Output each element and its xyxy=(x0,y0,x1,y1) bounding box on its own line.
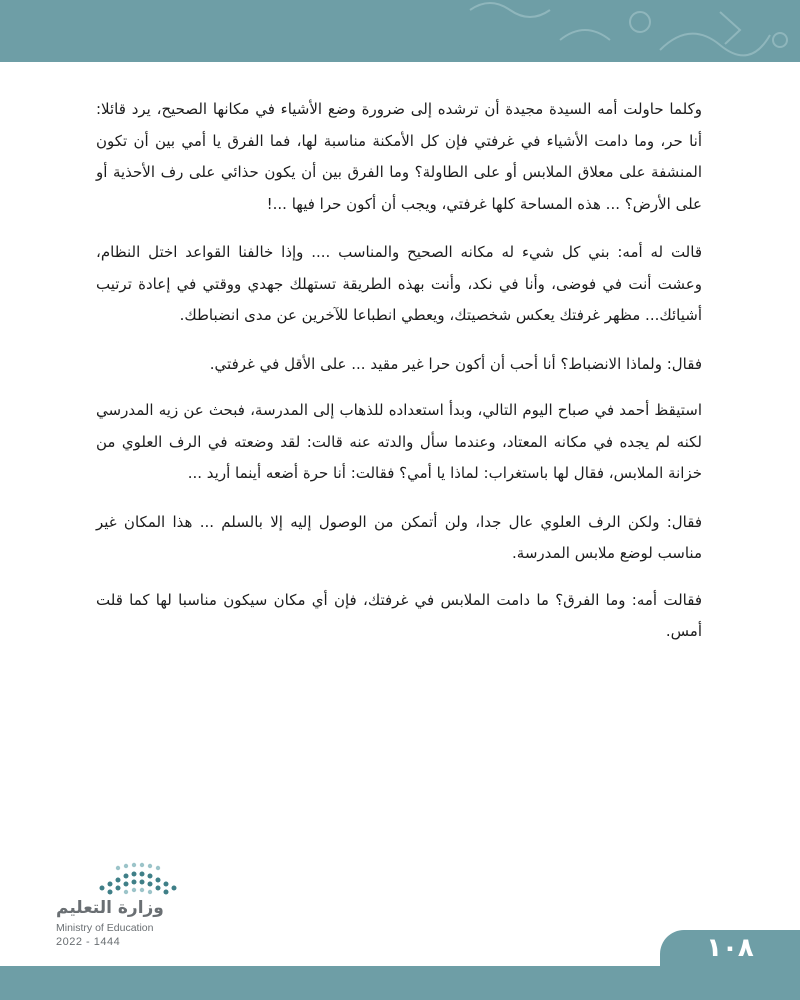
paragraph-3: فقال: ولماذا الانضباط؟ أنا أحب أن أكون حرا غير مقيد ... على الأقل في غرفتي. xyxy=(209,354,702,373)
footer-band xyxy=(0,966,800,1000)
paragraph-5: فقال: ولكن الرف العلوي عال جدا، ولن أتمكن من الوصول إليه إلا بالسلم ... هذا المكان غير مناسب لوضع ملابس المدرسة. xyxy=(96,512,702,562)
ministry-name-english: Ministry of Education xyxy=(56,922,154,934)
header-decoration xyxy=(0,0,800,62)
story-text xyxy=(96,94,702,665)
edition-year: 2022 - 1444 xyxy=(56,936,121,948)
paragraph-6: فقالت أمه: وما الفرق؟ ما دامت الملابس في غرفتك، فإن أي مكان سيكون مناسبا لها كما قلت أمس. xyxy=(96,590,702,640)
ministry-name-arabic: وزارة التعليم xyxy=(56,898,164,918)
dots-logo-icon xyxy=(96,862,186,896)
paragraph-4: استيقظ أحمد في صباح اليوم التالي، وبدأ استعداده للذهاب إلى المدرسة، فبحث عن زيه المدرسي لكنه لم يجده في مكانه المعتاد، وعندما سأل والدته عنه قالت: لقد وضعته في الرف العلوي من خزانة الملابس، فقال لها باستغراب: لماذا يا أمي؟ فقالت: أنا حرة أضعه أينما أريد ... xyxy=(96,401,702,482)
paragraph-1: وكلما حاولت أمه السيدة مجيدة أن ترشده إلى ضرورة وضع الأشياء في مكانها الصحيح، يرد قائلا: أنا حر، وما دامت الأشياء في غرفتي فإن كل الأمكنة مناسبة لها، فما الفرق يا أمي بين أن تكون المنشفة على معلاق الملابس أو على الطاولة؟ وما الفرق بين أن يكون حذائي على رف الأحذية أو على الأرض؟ ... هذه المساحة كلها غرفتي، ويجب أن أكون حرا فيها ...! xyxy=(96,100,702,213)
header-band xyxy=(0,0,800,62)
ministry-logo xyxy=(56,862,206,952)
page-number: ١٠٨ xyxy=(706,933,754,963)
paragraph-2: قالت له أمه: بني كل شيء له مكانه الصحيح والمناسب .... وإذا خالفنا القواعد اختل النظام، وعشت أنت في فوضى، وأنا في نكد، وأنت بهذه الطريقة تستهلك جهدي ووقتي في إعادة ترتيب أشيائك... مظهر غرفتك يعكس شخصيتك، ويعطي انطباعا للآخرين عن مدى انضباطك. xyxy=(96,243,702,324)
